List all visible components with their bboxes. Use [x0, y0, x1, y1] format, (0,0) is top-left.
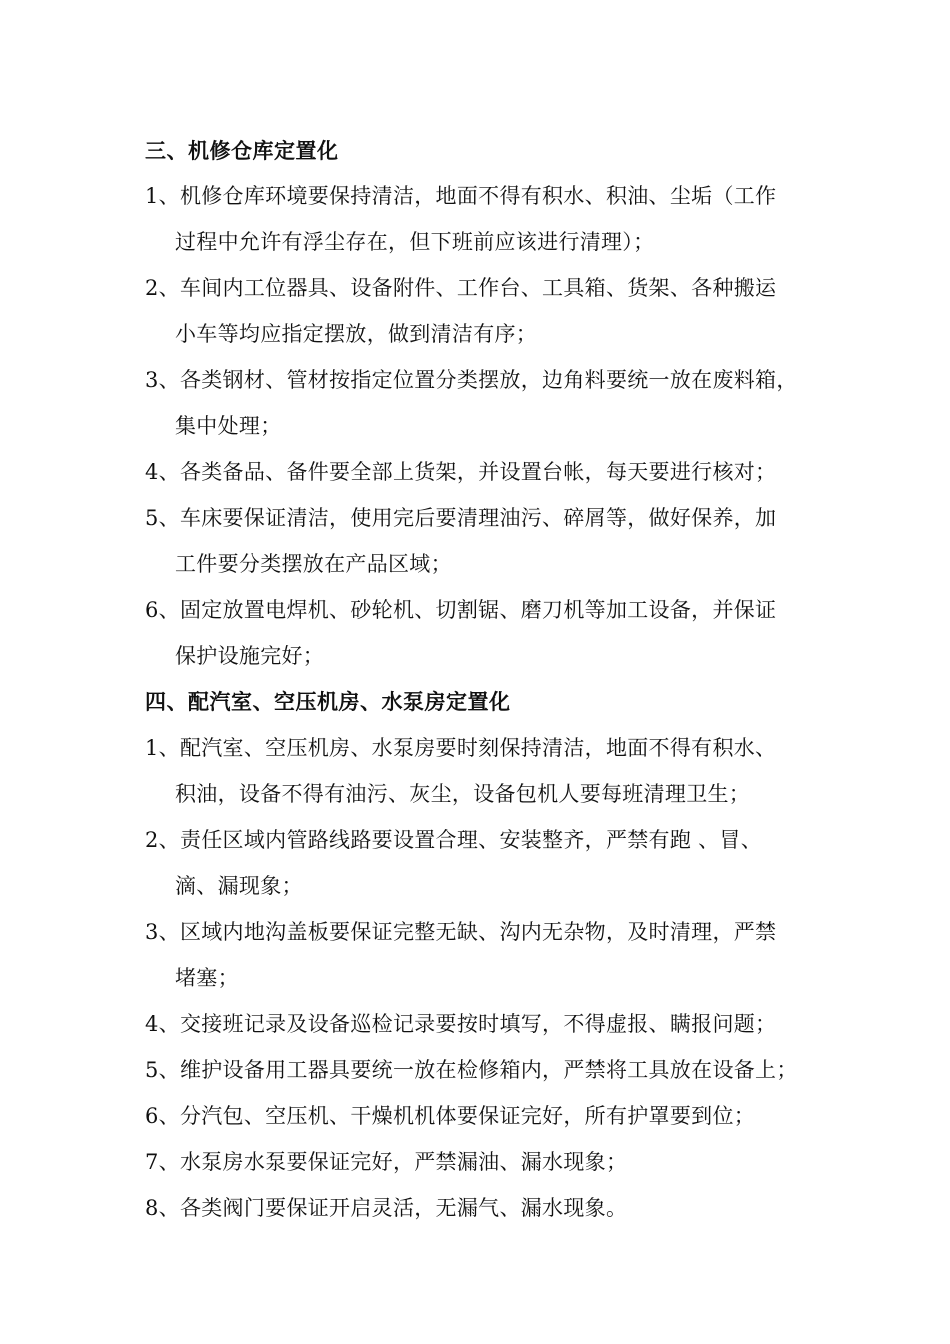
list-item: 6、固定放置电焊机、砂轮机、切割锯、磨刀机等加工设备，并保证 [145, 598, 777, 622]
list-item: 4、各类备品、备件要全部上货架，并设置台帐，每天要进行核对； [145, 460, 777, 484]
list-item: 1、配汽室、空压机房、水泵房要时刻保持清洁，地面不得有积水、 [145, 736, 777, 760]
list-item-continuation: 堵塞； [175, 966, 239, 990]
list-item: 1、机修仓库环境要保持清洁，地面不得有积水、积油、尘垢（工作 [145, 184, 777, 208]
section-heading: 三、机修仓库定置化 [145, 139, 339, 163]
list-item: 5、车床要保证清洁，使用完后要清理油污、碎屑等，做好保养，加 [145, 506, 777, 530]
list-item: 5、维护设备用工器具要统一放在检修箱内，严禁将工具放在设备上； [145, 1058, 798, 1082]
list-item-continuation: 过程中允许有浮尘存在，但下班前应该进行清理）； [175, 230, 655, 254]
section-heading: 四、配汽室、空压机房、水泵房定置化 [145, 690, 511, 714]
list-item: 7、水泵房水泵要保证完好，严禁漏油、漏水现象； [145, 1150, 628, 1174]
list-item-continuation: 小车等均应指定摆放，做到清洁有序； [175, 322, 538, 346]
list-item-continuation: 积油，设备不得有油污、灰尘，设备包机人要每班清理卫生； [175, 782, 751, 806]
list-item: 3、各类钢材、管材按指定位置分类摆放，边角料要统一放在废料箱， [145, 368, 798, 392]
list-item: 4、交接班记录及设备巡检记录要按时填写，不得虚报、瞒报问题； [145, 1012, 777, 1036]
list-item-continuation: 保护设施完好； [175, 644, 325, 668]
list-item: 2、车间内工位器具、设备附件、工作台、工具箱、货架、各种搬运 [145, 276, 777, 300]
list-item-continuation: 集中处理； [175, 414, 282, 438]
list-item: 3、区域内地沟盖板要保证完整无缺、沟内无杂物，及时清理，严禁 [145, 920, 777, 944]
list-item-continuation: 滴、漏现象； [175, 874, 303, 898]
list-item: 2、责任区域内管路线路要设置合理、安装整齐，严禁有跑 、冒、 [145, 828, 763, 852]
list-item-continuation: 工件要分类摆放在产品区域； [175, 552, 452, 576]
list-item: 8、各类阀门要保证开启灵活，无漏气、漏水现象。 [145, 1196, 628, 1220]
list-item: 6、分汽包、空压机、干燥机机体要保证完好，所有护罩要到位； [145, 1104, 756, 1128]
